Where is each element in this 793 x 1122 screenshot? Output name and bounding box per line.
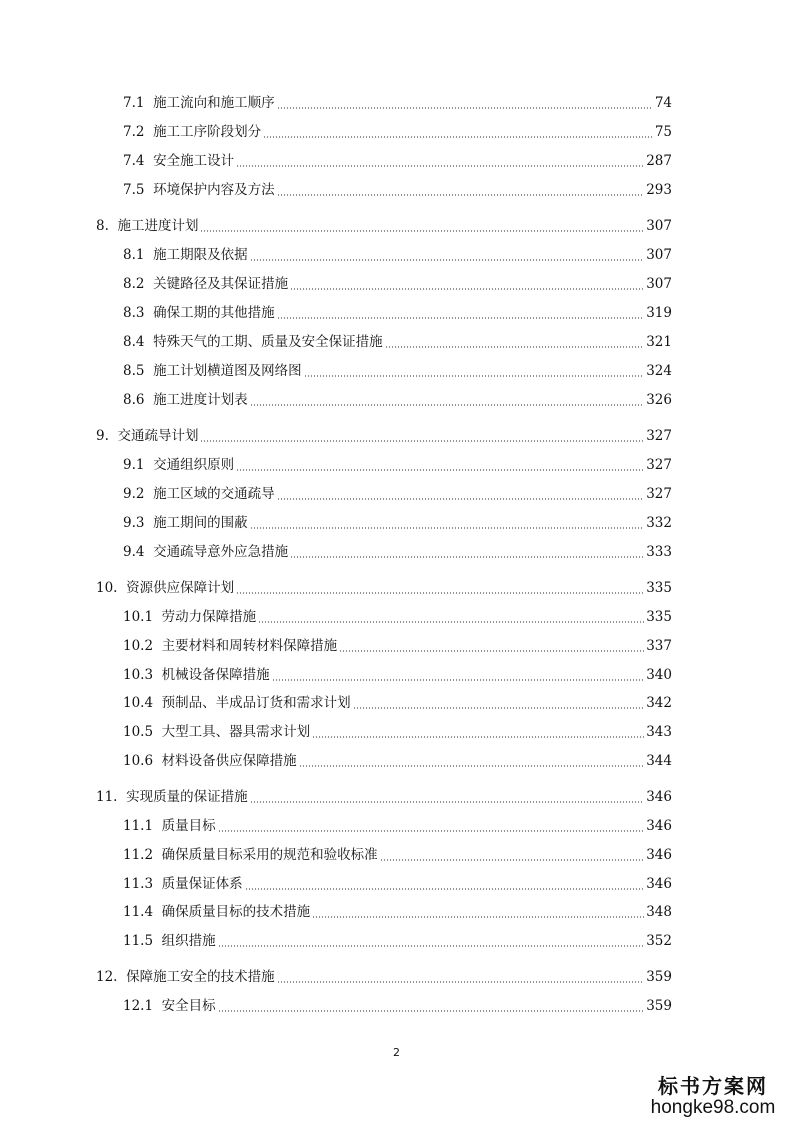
toc-entry-page: 327 [646,486,672,502]
toc-section-entry[interactable] [123,662,672,684]
toc-entry-number: 7.5 [123,182,145,198]
toc-entry-page: 321 [646,334,672,350]
toc-entry-number: 12. [96,969,118,985]
toc-entry-title: 质量保证体系 [161,876,243,892]
toc-section-entry[interactable] [123,387,672,409]
toc-entry-page: 346 [646,789,672,805]
toc-chapter-entry[interactable] [96,575,672,597]
toc-entry-number: 8.3 [123,305,145,321]
toc-entry-page: 344 [646,753,672,769]
toc-entry-title: 实现质量的保证措施 [126,789,248,805]
toc-entry-number: 8.5 [123,363,145,379]
toc-section-entry[interactable] [123,90,672,112]
toc-entry-title: 特殊天气的工期、质量及安全保证措施 [153,334,383,350]
toc-entry-page: 346 [646,876,672,892]
toc-entry-number: 8.4 [123,334,145,350]
toc-dot-leader [277,981,645,983]
toc-entry-number: 11.5 [123,933,154,949]
toc-entry-page: 307 [646,247,672,263]
toc-entry-number: 8.2 [123,276,145,292]
toc-entry-number: 11.3 [123,876,154,892]
toc-dot-leader [304,375,645,377]
toc-entry-title: 交通疏导意外应急措施 [153,544,289,560]
toc-dot-leader [312,916,644,918]
toc-dot-leader [258,621,644,623]
toc-entry-page: 346 [646,818,672,834]
toc-entry-page: 326 [646,392,672,408]
toc-section-entry[interactable] [123,842,672,864]
toc-dot-leader [200,230,644,232]
toc-dot-leader [250,801,645,803]
toc-dot-leader [277,317,645,319]
toc-chapter-entry[interactable] [96,784,672,806]
toc-entry-title: 确保质量目标采用的规范和验收标准 [161,847,378,863]
toc-entry-title: 安全施工设计 [153,153,235,169]
toc-entry-title: 预制品、半成品订货和需求计划 [161,695,351,711]
toc-dot-leader [236,469,644,471]
toc-dot-leader [263,136,653,138]
toc-dot-leader [218,1010,645,1012]
toc-section-entry[interactable] [123,539,672,561]
toc-entry-number: 11.1 [123,818,154,834]
toc-entry-number: 10.5 [123,724,154,740]
page-number: 2 [393,1046,400,1059]
toc-dot-leader [380,859,645,861]
toc-dot-leader [236,592,644,594]
toc-section-entry[interactable] [123,690,672,712]
toc-entry-number: 9. [96,428,109,444]
toc-entry-title: 施工计划横道图及网络图 [153,363,302,379]
toc-entry-title: 大型工具、器具需求计划 [161,724,311,740]
toc-entry-number: 7.1 [123,95,145,111]
toc-entry-number: 10.2 [123,638,154,654]
toc-entry-number: 11.2 [123,847,154,863]
toc-section-entry[interactable] [123,719,672,741]
toc-entry-number: 8.1 [123,247,145,263]
toc-entry-page: 74 [654,95,672,111]
toc-dot-leader [218,830,645,832]
toc-entry-page: 359 [646,969,672,985]
toc-entry-title: 施工流向和施工顺序 [153,95,275,111]
toc-entry-number: 10. [96,580,118,596]
toc-entry-page: 342 [646,695,672,711]
toc-section-entry[interactable] [123,329,672,351]
toc-section-entry[interactable] [123,271,672,293]
toc-section-entry[interactable] [123,148,672,170]
toc-dot-leader [299,765,645,767]
toc-chapter-entry[interactable] [96,213,672,235]
toc-chapter-entry[interactable] [96,964,672,986]
toc-entry-page: 333 [646,544,672,560]
toc-section-entry[interactable] [123,928,672,950]
toc-section-entry[interactable] [123,452,672,474]
toc-entry-title: 资源供应保障计划 [126,580,235,596]
toc-entry-title: 机械设备保障措施 [161,667,270,683]
toc-dot-leader [339,650,644,652]
toc-entry-title: 确保质量目标的技术措施 [161,904,311,920]
toc-dot-leader [353,707,645,709]
toc-dot-leader [250,404,645,406]
toc-entry-number: 8. [96,218,109,234]
toc-dot-leader [250,259,645,261]
toc-section-entry[interactable] [123,300,672,322]
toc-dot-leader [200,440,644,442]
toc-section-entry[interactable] [123,899,672,921]
toc-dot-leader [236,165,644,167]
toc-entry-page: 335 [646,609,672,625]
toc-dot-leader [272,679,645,681]
toc-entry-number: 12.1 [123,998,154,1014]
toc-entry-page: 346 [646,847,672,863]
toc-entry-title: 劳动力保障措施 [161,609,257,625]
toc-entry-number: 7.2 [123,124,145,140]
toc-entry-page: 293 [646,182,672,198]
toc-section-entry[interactable] [123,119,672,141]
toc-dot-leader [277,194,645,196]
toc-entry-page: 327 [646,457,672,473]
watermark-name: 标书方案网 [658,1074,768,1098]
toc-entry-title: 施工进度计划 [117,218,199,234]
toc-dot-leader [277,107,653,109]
toc-section-entry[interactable] [123,748,672,770]
toc-entry-title: 安全目标 [161,998,216,1014]
toc-entry-title: 交通疏导计划 [117,428,199,444]
toc-entry-title: 主要材料和周转材料保障措施 [161,638,338,654]
toc-entry-title: 质量目标 [161,818,216,834]
toc-entry-title: 确保工期的其他措施 [153,305,275,321]
toc-entry-number: 11. [96,789,118,805]
toc-section-entry[interactable] [123,177,672,199]
toc-entry-title: 施工期限及依据 [153,247,248,263]
toc-entry-page: 340 [646,667,672,683]
toc-entry-title: 施工工序阶段划分 [153,124,262,140]
toc-entry-page: 332 [646,515,672,531]
toc-entry-title: 材料设备供应保障措施 [161,753,297,769]
toc-entry-page: 337 [646,638,672,654]
toc-entry-title: 施工进度计划表 [153,392,248,408]
toc-entry-page: 343 [646,724,672,740]
toc-section-entry[interactable] [123,871,672,893]
toc-entry-number: 9.2 [123,486,145,502]
toc-dot-leader [250,527,645,529]
toc-entry-number: 11.4 [123,904,154,920]
toc-section-entry[interactable] [123,604,672,626]
toc-entry-page: 352 [646,933,672,949]
toc-entry-page: 324 [646,363,672,379]
toc-entry-number: 8.6 [123,392,145,408]
toc-entry-page: 287 [646,153,672,169]
toc-entry-title: 施工期间的围蔽 [153,515,248,531]
toc-entry-page: 335 [646,580,672,596]
toc-entry-title: 组织措施 [161,933,216,949]
toc-entry-page: 348 [646,904,672,920]
toc-entry-page: 75 [654,124,672,140]
toc-section-entry[interactable] [123,242,672,264]
toc-entry-title: 环境保护内容及方法 [153,182,275,198]
toc-entry-number: 9.1 [123,457,145,473]
toc-entry-page: 319 [646,305,672,321]
watermark-url: hongke98.com [650,1097,776,1118]
toc-entry-title: 保障施工安全的技术措施 [126,969,275,985]
toc-entry-page: 307 [646,218,672,234]
toc-entry-title: 交通组织原则 [153,457,235,473]
toc-section-entry[interactable] [123,993,672,1015]
toc-dot-leader [290,288,644,290]
toc-dot-leader [277,498,645,500]
toc-entry-number: 10.1 [123,609,154,625]
toc-entry-title: 施工区域的交通疏导 [153,486,275,502]
toc-section-entry[interactable] [123,481,672,503]
toc-entry-number: 10.3 [123,667,154,683]
toc-entry-page: 327 [646,428,672,444]
toc-section-entry[interactable] [123,510,672,532]
toc-entry-page: 359 [646,998,672,1014]
toc-section-entry[interactable] [123,358,672,380]
toc-dot-leader [290,556,644,558]
toc-entry-page: 307 [646,276,672,292]
toc-entry-title: 关键路径及其保证措施 [153,276,289,292]
toc-section-entry[interactable] [123,813,672,835]
toc-entry-number: 9.4 [123,544,145,560]
toc-entry-number: 9.3 [123,515,145,531]
toc-entry-number: 10.6 [123,753,154,769]
toc-dot-leader [218,945,645,947]
toc-entry-number: 10.4 [123,695,154,711]
toc-section-entry[interactable] [123,633,672,655]
toc-chapter-entry[interactable] [96,423,672,445]
toc-dot-leader [385,346,645,348]
toc-entry-number: 7.4 [123,153,145,169]
site-watermark [647,1070,779,1119]
toc-dot-leader [245,888,645,890]
toc-dot-leader [312,736,644,738]
